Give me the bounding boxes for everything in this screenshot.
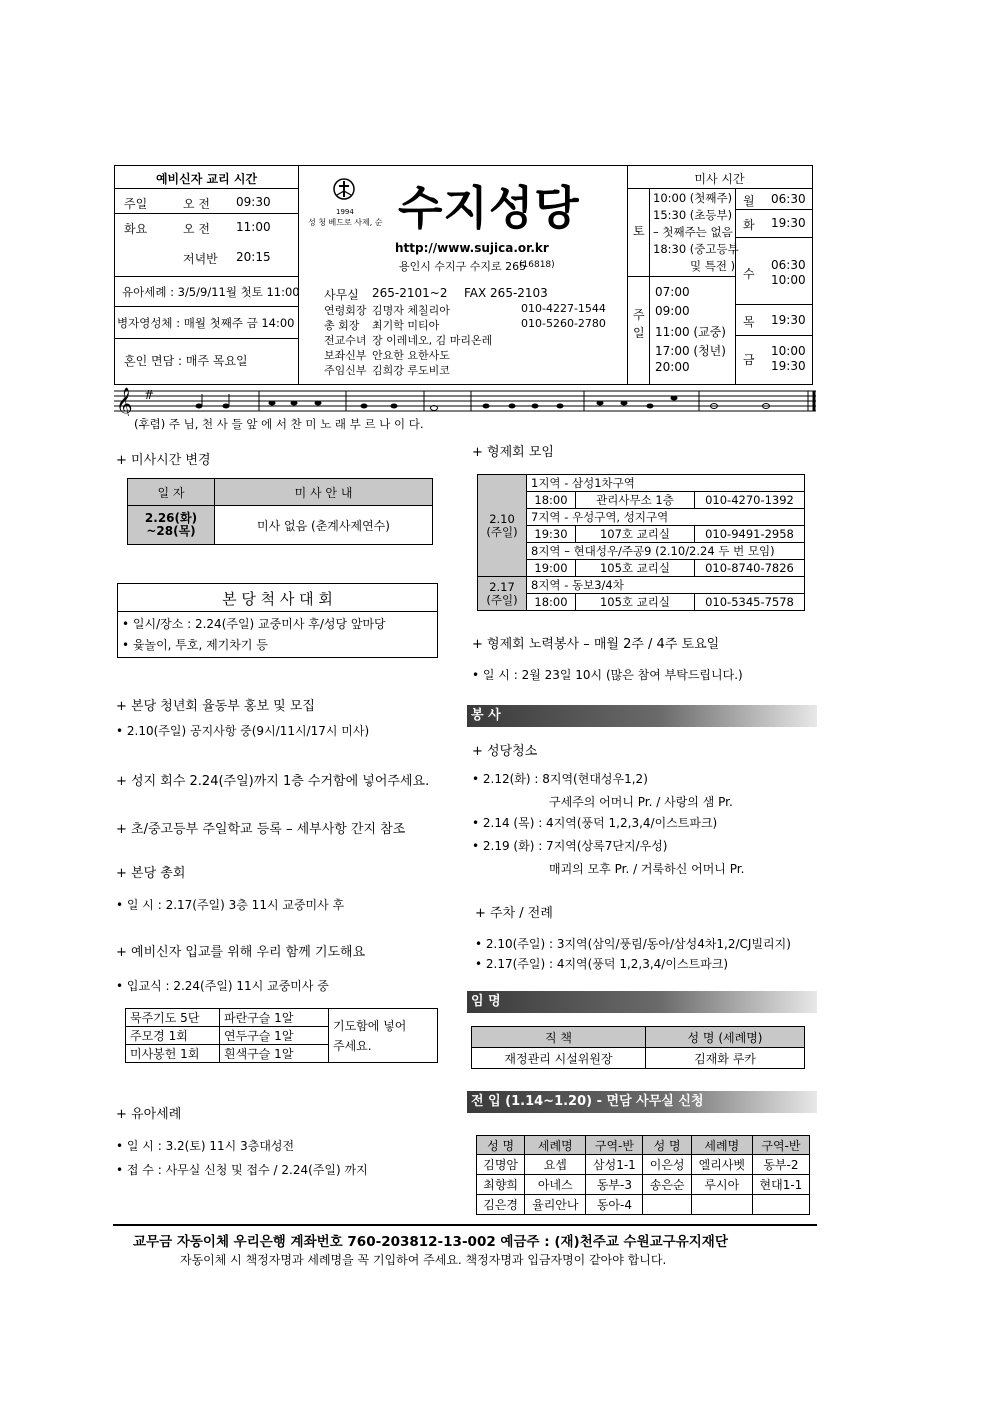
weekday-time: 10:00	[771, 273, 806, 287]
notice-sick-communion: 병자영성체 : 매월 첫째주 금 14:00	[117, 316, 295, 330]
mass-change-date: 2.26(화) ~28(목)	[128, 506, 215, 545]
catechism-ampm: 오 전	[183, 197, 210, 211]
transfer-cell: 김은경	[477, 1195, 525, 1215]
sunday-time: 17:00 (청년)	[655, 344, 726, 358]
divider	[298, 166, 299, 384]
event-title: 본 당 척 사 대 회	[222, 590, 333, 608]
sunday-school-title: + 초/중고등부 주일학교 등록 – 세부사항 간지 참조	[116, 822, 406, 837]
weekday-time: 06:30	[771, 258, 806, 272]
divider	[115, 338, 298, 339]
meeting-place: 105호 교리실	[576, 594, 695, 611]
meeting-place: 105호 교리실	[576, 560, 695, 577]
meeting-area: 7지역 - 우성구역, 성지구역	[527, 509, 805, 526]
transfer-cell: 김명암	[477, 1155, 525, 1175]
divider	[115, 276, 298, 277]
contact-phone: FAX 265-2103	[464, 286, 548, 300]
weekday-label: 수	[743, 267, 755, 281]
prayer-bead: 파란구슬 1알	[220, 1009, 329, 1027]
contact-role: 보좌신부	[324, 349, 367, 362]
sunday-time: 11:00 (교중)	[655, 325, 726, 339]
col-header: 구역-반	[752, 1136, 809, 1155]
transfer-cell: 현대1-1	[752, 1175, 809, 1195]
saturday-time: 15:30 (초등부)	[653, 208, 733, 222]
transfer-cell	[752, 1195, 809, 1215]
contact-name: 장 이레네오, 김 마리온레	[372, 334, 493, 347]
sunday-time: 20:00	[655, 360, 690, 374]
baptism-title: + 유아세례	[116, 1107, 182, 1122]
weekday-time: 19:30	[771, 313, 806, 327]
divider	[735, 237, 812, 238]
col-header: 미 사 안 내	[215, 479, 433, 506]
meeting-phone: 010-8740-7826	[695, 560, 805, 577]
divider	[735, 304, 812, 305]
catechism-time: 11:00	[236, 220, 271, 234]
table-row	[477, 1155, 810, 1175]
cleaning-line: • 2.14 (목) : 4지역(풍덕 1,2,3,4/이스트파크)	[472, 816, 718, 830]
transfer-section-bar: 전 입 (1.14~1.20) - 면담 사무실 신청	[467, 1091, 817, 1113]
catechism-ampm: 저녁반	[183, 252, 218, 266]
contact-role: 주임신부	[324, 364, 367, 377]
sunday-label: 주일	[633, 308, 645, 340]
contact-name: 265-2101~2	[372, 286, 448, 300]
contact-phone: 010-4227-1544	[521, 302, 606, 315]
appointment-role: 재정관리 시설위원장	[472, 1048, 646, 1069]
meeting-area: 8지역 – 현대성우/주공9 (2.10/2.24 두 번 모임)	[527, 543, 805, 560]
contact-role: 연령회장	[324, 304, 367, 317]
mass-change-table	[127, 478, 433, 545]
contact-name: 김명자 체칠리아	[372, 304, 450, 317]
col-header: 성 명 (세례명)	[646, 1027, 805, 1048]
footer-note: 자동이체 시 책정자명과 세례명을 꼭 기입하여 주세요. 책정자명과 입금자명이 같아야 합니다.	[180, 1253, 667, 1267]
catechism-day: 화요	[124, 222, 148, 236]
meeting-area: 1지역 - 삼성1차구역	[527, 475, 805, 492]
weekday-label: 월	[743, 194, 755, 208]
cleaning-title: + 성당청소	[472, 744, 538, 759]
divider	[115, 213, 298, 214]
prayer-item: 주모경 1회	[126, 1027, 220, 1045]
youth-title: + 본당 청년회 율동부 홍보 및 모집	[116, 699, 315, 714]
catechism-ampm: 오 전	[183, 222, 210, 236]
appointment-section-bar: 임 명	[467, 991, 817, 1013]
contact-name: 최기학 미티아	[372, 319, 440, 332]
divider	[735, 335, 812, 336]
brotherhood-title: + 형제회 모임	[472, 445, 554, 460]
divider	[627, 188, 812, 189]
catechism-title: 예비신자 교리 시간	[155, 172, 258, 186]
transfer-cell	[691, 1195, 752, 1215]
meeting-time: 18:00	[527, 492, 576, 509]
transfer-cell: 율리안나	[525, 1195, 586, 1215]
sunday-time: 07:00	[655, 285, 690, 299]
appointment-name: 김재화 루카	[646, 1048, 805, 1069]
contact-role: 총 회장	[324, 319, 360, 332]
meeting-place: 관리사무소 1층	[576, 492, 695, 509]
col-header: 구역-반	[586, 1136, 643, 1155]
transfer-table	[476, 1135, 810, 1215]
divider	[627, 166, 628, 384]
saturday-label: 토	[633, 224, 645, 238]
contact-role: 사무실	[324, 288, 359, 302]
catechism-day: 주일	[124, 197, 148, 211]
contact-name: 안요한 요한사도	[372, 349, 450, 362]
divider	[627, 276, 735, 277]
transfer-cell	[643, 1195, 691, 1215]
meeting-date: 2.17 (주일)	[478, 577, 527, 611]
transfer-cell: 삼성1-1	[586, 1155, 643, 1175]
parish-title: 수지성당	[398, 181, 580, 235]
weekday-time: 10:00	[771, 344, 806, 358]
mass-times-title: 미사 시간	[694, 172, 745, 186]
volunteer-line: • 일 시 : 2월 23일 10시 (많은 참여 부탁드립니다.)	[472, 668, 743, 682]
col-header: 일 자	[128, 479, 215, 506]
divider	[649, 188, 650, 384]
weekday-time: 19:30	[771, 216, 806, 230]
footer-account: 교무금 자동이체 우리은행 계좌번호 760-203812-13-002 예금주 : (재)천주교 수원교구유지재단	[133, 1234, 728, 1250]
weekday-time: 19:30	[771, 359, 806, 373]
divider	[735, 188, 736, 384]
transfer-cell: 루시아	[691, 1175, 752, 1195]
cleaning-line: 매괴의 모후 Pr. / 거룩하신 어머니 Pr.	[549, 862, 745, 876]
meeting-phone: 010-5345-7578	[695, 594, 805, 611]
event-box	[117, 583, 438, 658]
catechumen-line: • 입교식 : 2.24(주일) 11시 교중미사 중	[116, 979, 329, 993]
col-header: 성 명	[643, 1136, 691, 1155]
transfer-cell: 동부-3	[586, 1175, 643, 1195]
notice-baptism: 유아세례 : 3/5/9/11월 첫토 11:00	[122, 285, 300, 299]
meeting-time: 18:00	[527, 594, 576, 611]
footer-rule	[113, 1224, 817, 1226]
mass-change-info: 미사 없음 (춘계사제연수)	[215, 506, 433, 545]
contact-phone: 010-5260-2780	[521, 317, 606, 330]
catechism-time: 20:15	[236, 250, 271, 264]
appointment-table	[471, 1026, 805, 1069]
prayer-note: 기도함에 넣어 주세요.	[329, 1009, 438, 1063]
meeting-time: 19:00	[527, 560, 576, 577]
parish-postcode: (16818)	[519, 260, 555, 270]
col-header: 세례명	[691, 1136, 752, 1155]
volunteer-title: + 형제회 노력봉사 – 매월 2주 / 4주 토요일	[472, 637, 720, 652]
event-line: • 일시/장소 : 2.24(주일) 교중미사 후/성당 앞마당	[122, 617, 386, 631]
parish-url[interactable]: http://www.sujica.or.kr	[395, 241, 549, 255]
table-row	[477, 1175, 810, 1195]
transfer-cell: 엘리사벳	[691, 1155, 752, 1175]
baptism-line: • 일 시 : 3.2(토) 11시 3층대성전	[116, 1139, 295, 1153]
header-box	[114, 165, 813, 385]
youth-line: • 2.10(주일) 공지사항 중(9시/11시/17시 미사)	[116, 724, 370, 738]
general-meeting-line: • 일 시 : 2.17(주일) 3층 11시 교중미사 후	[116, 898, 345, 912]
meeting-time: 19:30	[527, 526, 576, 543]
service-section-bar: 봉 사	[467, 705, 817, 727]
parking-title: + 주차 / 전례	[475, 906, 553, 921]
transfer-cell: 이은성	[643, 1155, 691, 1175]
logo-caption: 성 청 베드로 사제, 순	[308, 218, 383, 227]
col-header: 세례명	[525, 1136, 586, 1155]
baptism-line: • 접 수 : 사무실 신청 및 접수 / 2.24(주일) 까지	[116, 1163, 368, 1177]
prayer-bead: 흰색구슬 1알	[220, 1045, 329, 1063]
event-line: • 윷놀이, 투호, 제기차기 등	[122, 638, 268, 652]
mass-change-title: + 미사시간 변경	[116, 453, 211, 468]
col-header: 직 책	[472, 1027, 646, 1048]
transfer-cell: 아네스	[525, 1175, 586, 1195]
weekday-time: 06:30	[771, 192, 806, 206]
svg-text:#: #	[144, 388, 155, 402]
catechumen-title: + 예비신자 입교를 위해 우리 함께 기도해요	[116, 945, 366, 960]
saturday-time: 10:00 (첫째주)	[653, 191, 733, 205]
meeting-phone: 010-4270-1392	[695, 492, 805, 509]
cleaning-line: • 2.19 (화) : 7지역(상록7단지/우성)	[472, 839, 668, 853]
divider	[115, 306, 298, 307]
sunday-time: 09:00	[655, 304, 690, 318]
meeting-phone: 010-9491-2958	[695, 526, 805, 543]
svg-text:𝄞: 𝄞	[116, 387, 133, 416]
prayer-item: 미사봉헌 1회	[126, 1045, 220, 1063]
cleaning-line: 구세주의 어머니 Pr. / 사랑의 샘 Pr.	[549, 795, 733, 809]
parking-line: • 2.17(주일) : 4지역(풍덕 1,2,3,4/이스트파크)	[475, 957, 728, 971]
contact-name: 김희강 루도비코	[372, 364, 450, 377]
notice-marriage: 혼인 면담 : 매주 목요일	[124, 354, 248, 368]
catechism-time: 09:30	[236, 195, 271, 209]
prayer-table	[125, 1008, 438, 1063]
col-header: 성 명	[477, 1136, 525, 1155]
church-logo-icon	[333, 177, 355, 207]
cleaning-line: • 2.12(화) : 8지역(현대성우1,2)	[472, 772, 648, 786]
divider	[118, 611, 437, 612]
transfer-cell: 송은순	[643, 1175, 691, 1195]
hymn-lyrics: (후렴) 주 님, 천 사 들 앞 에 서 찬 미 노 래 부 르 나 이 다.	[134, 417, 424, 431]
divider	[735, 209, 812, 210]
prayer-bead: 연두구슬 1알	[220, 1027, 329, 1045]
transfer-cell: 동아-4	[586, 1195, 643, 1215]
weekday-label: 화	[743, 218, 755, 232]
parking-line: • 2.10(주일) : 3지역(삼익/풍림/동아/삼성4차1,2/CJ빌리지)	[475, 937, 791, 951]
brotherhood-table	[477, 474, 805, 611]
transfer-cell: 요셉	[525, 1155, 586, 1175]
holy-site-title: + 성지 회수 2.24(주일)까지 1층 수거함에 넣어주세요.	[116, 774, 430, 789]
saturday-time: 및 특전 )	[690, 259, 736, 273]
logo-year: 1994	[336, 208, 354, 216]
table-row	[477, 1195, 810, 1215]
hymn-staff	[114, 386, 816, 416]
divider	[115, 188, 298, 189]
transfer-cell: 최향희	[477, 1175, 525, 1195]
meeting-date: 2.10 (주일)	[478, 475, 527, 577]
meeting-place: 107호 교리실	[576, 526, 695, 543]
saturday-time: 18:30 (중고등부	[653, 242, 739, 256]
saturday-time: – 첫째주는 없음	[653, 225, 733, 239]
weekday-label: 금	[743, 353, 755, 367]
general-meeting-title: + 본당 총회	[116, 866, 186, 881]
weekday-label: 목	[743, 315, 755, 329]
prayer-item: 묵주기도 5단	[126, 1009, 220, 1027]
contact-role: 전교수녀	[324, 334, 367, 347]
parish-address: 용인시 수지구 수지로 265	[399, 260, 527, 273]
transfer-cell: 동부-2	[752, 1155, 809, 1175]
meeting-area: 8지역 - 동보3/4차	[527, 577, 805, 594]
